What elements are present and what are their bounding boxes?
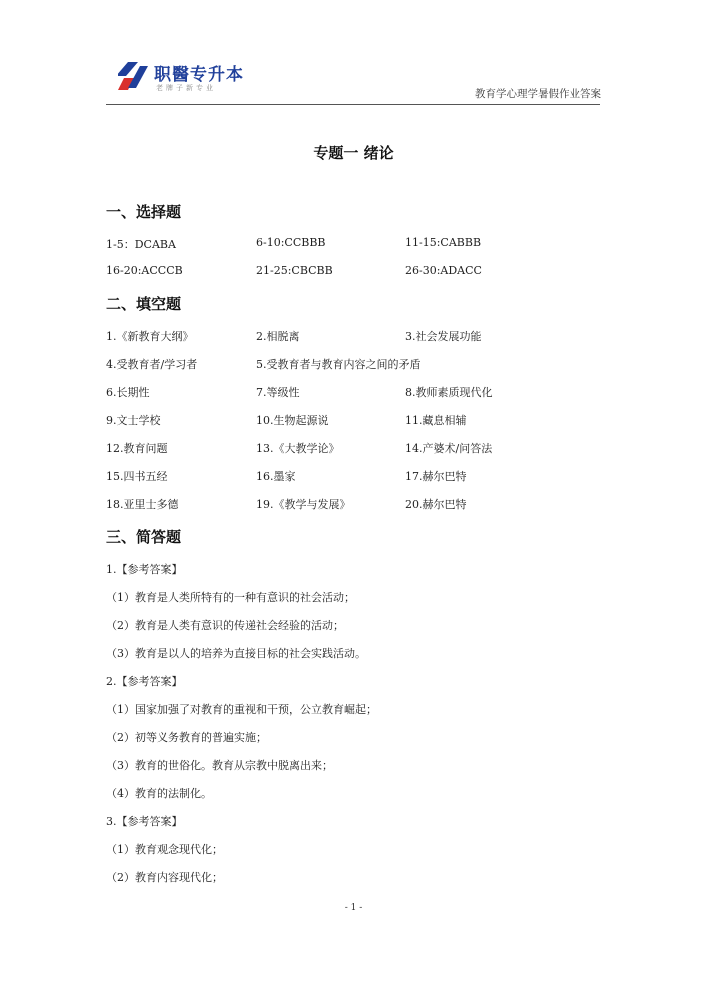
fill-answer: 15.四书五经 — [106, 470, 168, 483]
fill-answer: 7.等级性 — [256, 386, 300, 399]
fill-answer: 20.赫尔巴特 — [405, 498, 467, 511]
fill-answer: 10.生物起源说 — [256, 414, 329, 427]
section-heading-short-answer: 三、简答题 — [106, 528, 182, 546]
answer-line: （1）教育是人类所特有的一种有意识的社会活动； — [106, 591, 355, 604]
choice-answer: 1-5：DCABA — [106, 238, 176, 251]
answer-line: （3）教育的世俗化。教育从宗教中脱离出来； — [106, 759, 333, 772]
fill-answer: 19.《教学与发展》 — [256, 498, 351, 511]
fill-answer: 5.受教育者与教育内容之间的矛盾 — [256, 358, 421, 371]
fill-answer: 6.长期性 — [106, 386, 150, 399]
answer-line: （1）教育观念现代化； — [106, 843, 223, 856]
fill-answer: 2.相脱离 — [256, 330, 300, 343]
answer-line: 3.【参考答案】 — [106, 815, 183, 828]
answer-line: （2）教育是人类有意识的传递社会经验的活动； — [106, 619, 344, 632]
choice-answer: 11-15:CABBB — [405, 236, 482, 249]
brand-logo — [118, 62, 268, 94]
page-number: - 1 - — [344, 903, 363, 913]
answer-line: （1）国家加强了对教育的重视和干预，公立教育崛起； — [106, 703, 377, 716]
choice-answer: 6-10:CCBBB — [256, 236, 326, 249]
fill-answer: 14.产婆术/问答法 — [405, 442, 493, 455]
fill-answer: 16.墨家 — [256, 470, 296, 483]
answer-line: （2）教育内容现代化； — [106, 871, 223, 884]
answer-line: （3）教育是以人的培养为直接目标的社会实践活动。 — [106, 647, 366, 660]
fill-answer: 8.教师素质现代化 — [405, 386, 493, 399]
logo-mark-icon — [118, 62, 148, 90]
document-header-title: 教育学心理学暑假作业答案 — [475, 88, 601, 100]
section-heading-fill: 二、填空题 — [106, 295, 182, 313]
fill-answer: 17.赫尔巴特 — [405, 470, 467, 483]
answer-line: 1.【参考答案】 — [106, 563, 183, 576]
section-heading-choice: 一、选择题 — [106, 203, 182, 221]
fill-answer: 13.《大教学论》 — [256, 442, 340, 455]
fill-answer: 1.《新教育大纲》 — [106, 330, 194, 343]
choice-answer: 21-25:CBCBB — [256, 264, 333, 277]
logo-name: 职醫专升本 — [154, 65, 244, 85]
logo-slogan: 老牌子新专业 — [156, 84, 216, 92]
fill-answer: 18.亚里士多德 — [106, 498, 179, 511]
page-title: 专题一 绪论 — [313, 144, 394, 162]
fill-answer: 4.受教育者/学习者 — [106, 358, 198, 371]
fill-answer: 12.教育问题 — [106, 442, 168, 455]
header-divider — [106, 104, 600, 105]
fill-answer: 9.文士学校 — [106, 414, 161, 427]
choice-answer: 26-30:ADACC — [405, 264, 482, 277]
answer-line: （4）教育的法制化。 — [106, 787, 212, 800]
answer-line: 2.【参考答案】 — [106, 675, 183, 688]
fill-answer: 3.社会发展功能 — [405, 330, 482, 343]
answer-line: （2）初等义务教育的普遍实施； — [106, 731, 267, 744]
choice-answer: 16-20:ACCCB — [106, 264, 183, 277]
fill-answer: 11.藏息相辅 — [405, 414, 467, 427]
